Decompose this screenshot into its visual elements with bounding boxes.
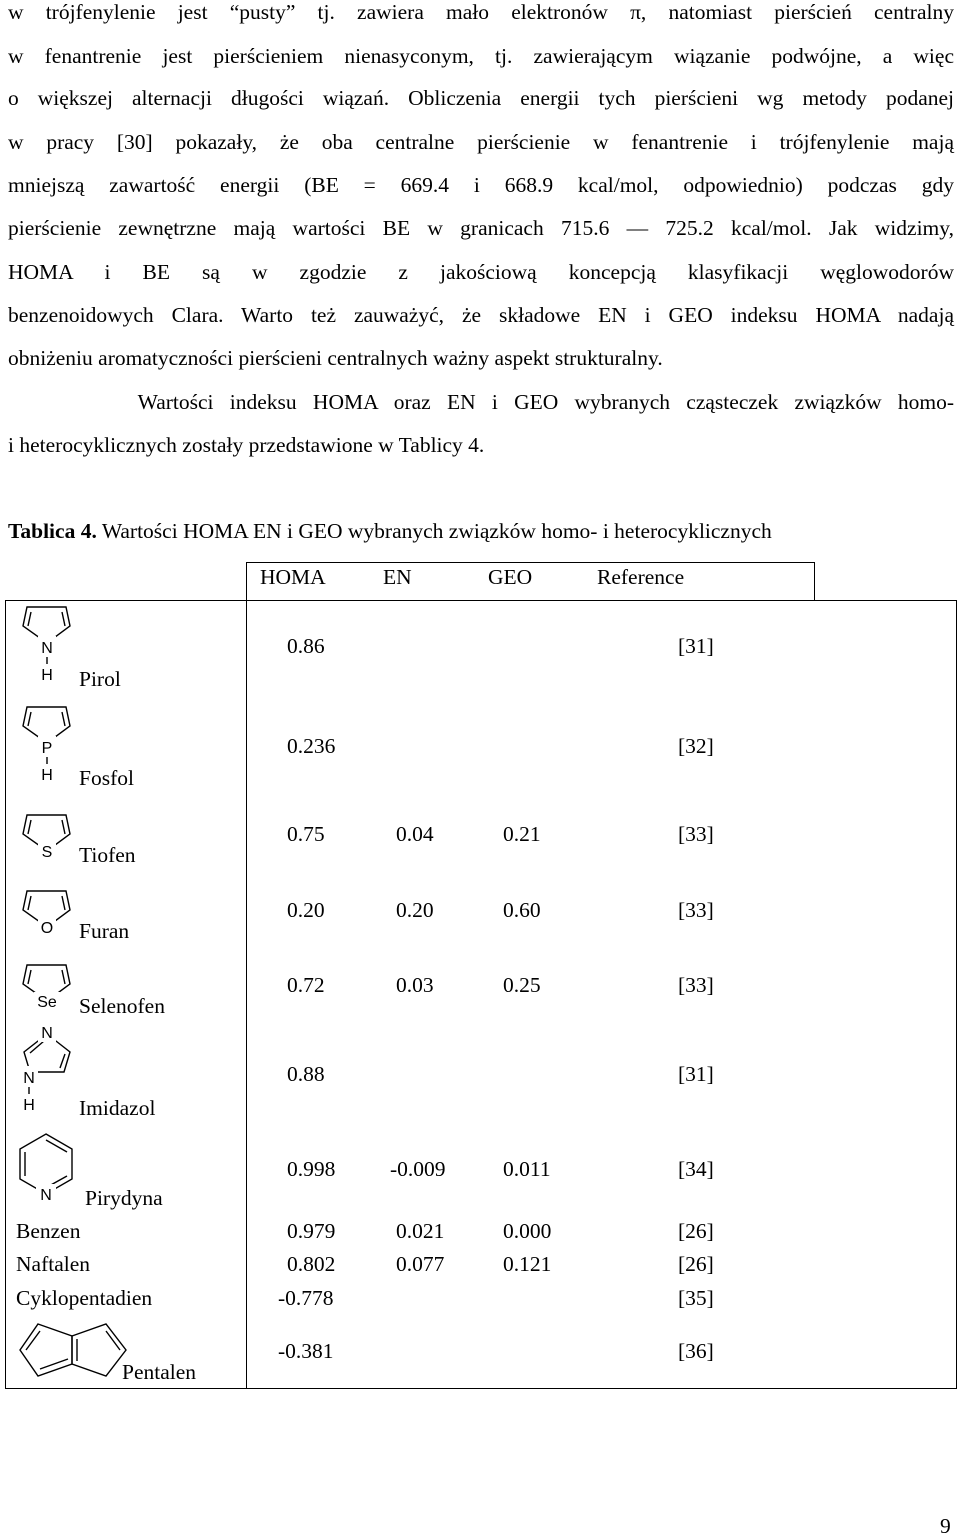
furan-structure-icon (20, 884, 76, 945)
body-line: w trójfenylenie jest “pusty” tj. zawiera mało elektronów π, natomiast pierścień centralny (8, 0, 954, 24)
hetero-atom-label: P (41, 740, 53, 757)
hetero-atom-label: H (41, 767, 53, 784)
table-caption-label: Tablica 4. (8, 519, 97, 543)
cell-en: 0.20 (396, 898, 434, 922)
body-line: o większej alternacji długości wiązań. Obliczenia energii tych pierścieni wg metody podanej (8, 86, 954, 110)
cell-homa: -0.381 (278, 1339, 334, 1363)
cell-ref: [26] (678, 1219, 714, 1243)
cell-geo: 0.21 (503, 822, 541, 846)
body-line: benzenoidowych Clara. Warto też zauważyć, że składowe EN i GEO indeksu HOMA nadają (8, 303, 954, 327)
body-line: w fenantrenie jest pierścieniem nienasyconym, tj. zawierającym wiązanie podwójne, a więc (8, 44, 954, 68)
phosphole-structure-icon (20, 700, 76, 789)
cell-ref: [36] (678, 1339, 714, 1363)
cell-en: 0.03 (396, 973, 434, 997)
row-name: Naftalen (16, 1252, 91, 1276)
row-name: Furan (79, 919, 130, 943)
pyridine-structure-icon (16, 1128, 82, 1209)
cell-geo: 0.011 (503, 1157, 551, 1181)
hetero-atom-label: Se (37, 994, 57, 1011)
hetero-atom-label: N (41, 1025, 53, 1042)
selenophene-structure-icon (20, 958, 76, 1019)
cell-ref: [32] (678, 734, 714, 758)
cell-geo: 0.60 (503, 898, 541, 922)
table-caption (8, 519, 772, 544)
row-name: Pentalen (122, 1360, 197, 1384)
header-en: EN (383, 565, 412, 589)
cell-homa: 0.75 (287, 822, 325, 846)
hetero-atom-label: N (40, 1187, 52, 1204)
header-geo: GEO (488, 565, 533, 589)
row-name: Pirol (79, 667, 121, 691)
cell-ref: [33] (678, 973, 714, 997)
row-name: Benzen (16, 1219, 81, 1243)
body-line: Wartości indeksu HOMA oraz EN i GEO wybranych cząsteczek związków homo- (8, 390, 954, 414)
cell-ref: [33] (678, 822, 714, 846)
row-name: Cyklopentadien (16, 1286, 153, 1310)
table-column-divider (246, 600, 247, 1389)
row-name: Selenofen (79, 994, 165, 1018)
pentalene-structure-icon (18, 1320, 130, 1385)
cell-homa: -0.778 (278, 1286, 334, 1310)
cell-ref: [35] (678, 1286, 714, 1310)
page-number: 9 (940, 1514, 951, 1538)
body-line: HOMA i BE są w zgodzie z jakościową koncepcją klasyfikacji węglowodorów (8, 260, 954, 284)
pyrrole-structure-icon (20, 600, 76, 689)
body-line: i heterocyklicznych zostały przedstawione w Tablicy 4. (8, 433, 485, 457)
cell-homa: 0.998 (287, 1157, 336, 1181)
hetero-atom-label: N (41, 640, 53, 657)
cell-ref: [34] (678, 1157, 714, 1181)
header-reference: Reference (597, 565, 685, 589)
table-caption-text: Wartości HOMA EN i GEO wybranych związków homo- i heterocyklicznych (96, 519, 772, 543)
body-line: w pracy [30] pokazały, że oba centralne pierścienie w fenantrenie i trójfenylenie mają (8, 130, 954, 154)
cell-homa: 0.72 (287, 973, 325, 997)
hetero-atom-label: H (23, 1097, 35, 1114)
row-name: Imidazol (79, 1096, 156, 1120)
row-name: Fosfol (79, 766, 134, 790)
cell-geo: 0.121 (503, 1252, 552, 1276)
cell-geo: 0.25 (503, 973, 541, 997)
header-homa: HOMA (260, 565, 326, 589)
hetero-atom-label: O (40, 920, 54, 937)
body-line: pierścienie zewnętrzne mają wartości BE w granicach 715.6 — 725.2 kcal/mol. Jak widzimy, (8, 216, 954, 240)
cell-en: 0.021 (396, 1219, 445, 1243)
hetero-atom-label: H (41, 667, 53, 684)
cell-geo: 0.000 (503, 1219, 552, 1243)
cell-en: 0.04 (396, 822, 434, 846)
body-line: mniejszą zawartość energii (BE = 669.4 i 668.9 kcal/mol, odpowiednio) podczas gdy (8, 173, 954, 197)
row-name: Tiofen (79, 843, 136, 867)
hetero-atom-label: S (41, 844, 53, 861)
row-name: Pirydyna (85, 1186, 163, 1210)
cell-homa: 0.802 (287, 1252, 336, 1276)
cell-ref: [31] (678, 634, 714, 658)
cell-homa: 0.20 (287, 898, 325, 922)
thiophene-structure-icon (20, 808, 76, 869)
cell-en: 0.077 (396, 1252, 445, 1276)
cell-homa: 0.979 (287, 1219, 336, 1243)
cell-ref: [33] (678, 898, 714, 922)
hetero-atom-label: N (23, 1070, 35, 1087)
cell-homa: 0.86 (287, 634, 325, 658)
cell-homa: 0.236 (287, 734, 336, 758)
cell-ref: [31] (678, 1062, 714, 1086)
body-line: obniżeniu aromatyczności pierścieni centralnych ważny aspekt strukturalny. (8, 346, 663, 370)
imidazole-structure-icon (20, 1020, 76, 1121)
cell-ref: [26] (678, 1252, 714, 1276)
cell-en: -0.009 (390, 1157, 446, 1181)
cell-homa: 0.88 (287, 1062, 325, 1086)
